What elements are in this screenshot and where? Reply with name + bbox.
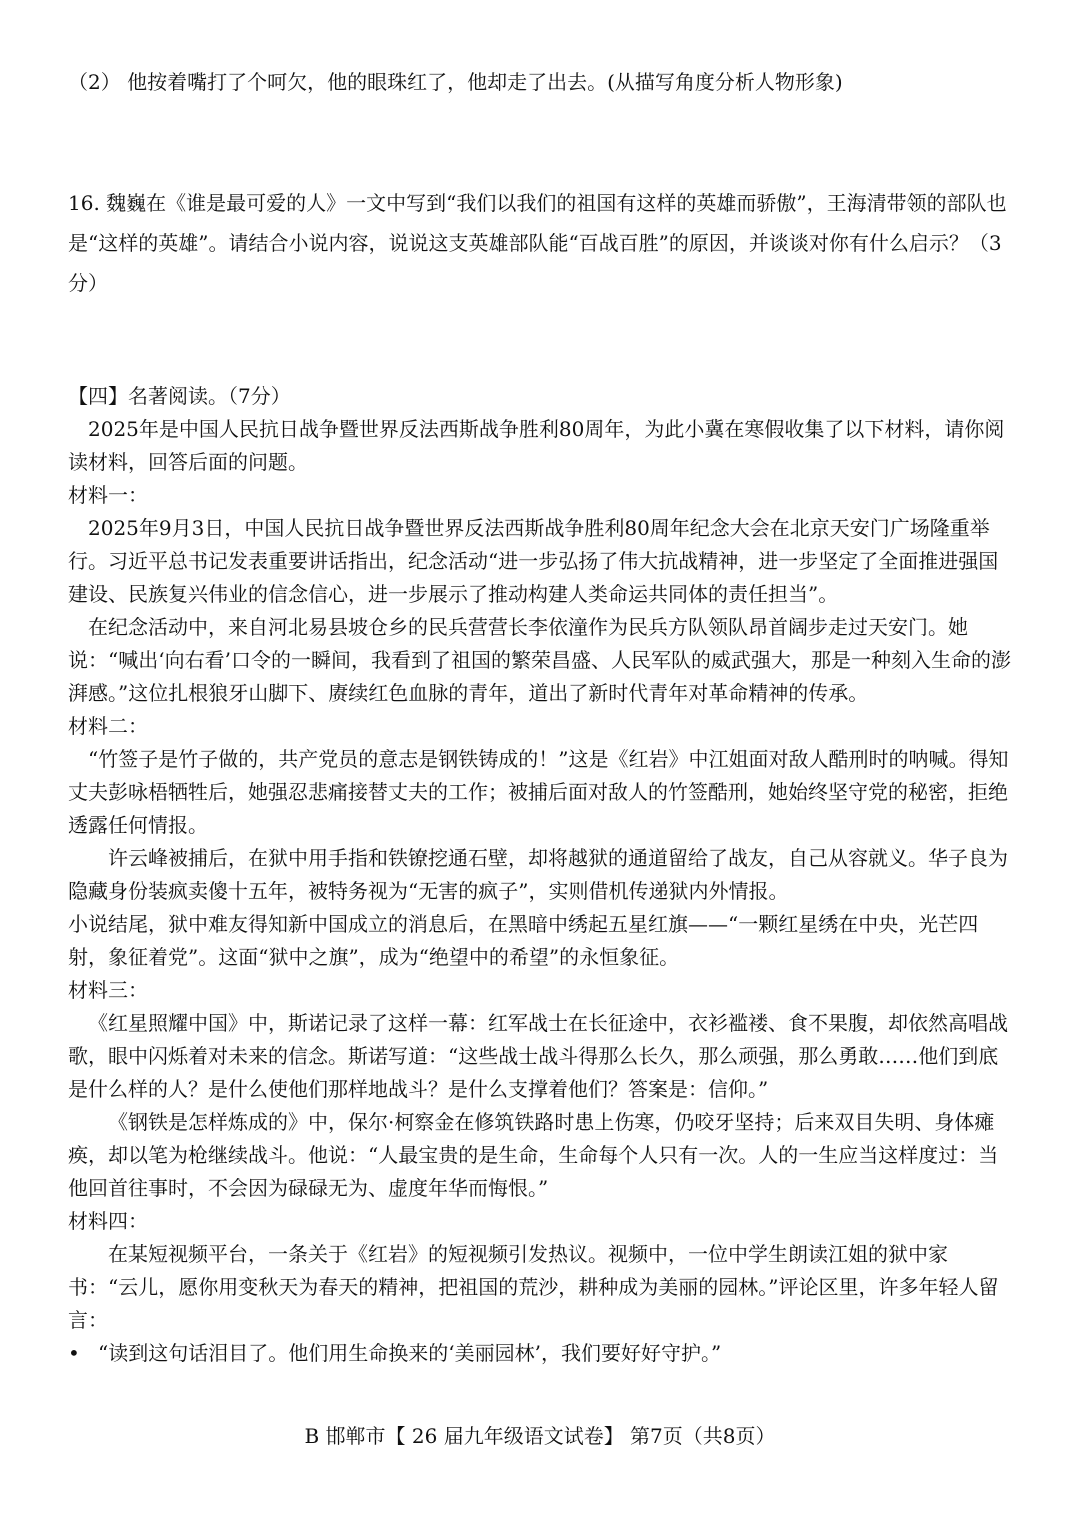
material-2-paragraph: 许云峰被捕后，在狱中用手指和铁镣挖通石壁，却将越狱的通道留给了战友，自己从容就义。华子良为隐藏身份装疯卖傻十五年，被特务视为“无害的疯子”，实则借机传递狱内外情报。 bbox=[68, 846, 1008, 903]
question-16 bbox=[68, 183, 1018, 303]
page-footer: B 邯郸市【 26 届九年级语文试卷】 第7页（共8页） bbox=[304, 1424, 776, 1448]
material-1-label: 材料一： bbox=[68, 483, 148, 507]
material-2-label: 材料二： bbox=[68, 714, 148, 738]
material-3-label: 材料三： bbox=[68, 978, 148, 1002]
material-3-paragraph: 《钢铁是怎样炼成的》中，保尔·柯察金在修筑铁路时患上伤寒，仍咬牙坚持；后来双目失明、身体瘫痪，却以笔为枪继续战斗。他说：“人最宝贵的是生命，生命每个人只有一次。人的一生应当这样度过：当他回首往事时，不会因为碌碌无为、虚度年华而悔恨。” bbox=[68, 1110, 999, 1200]
question-15-2-text: （2） 他按着嘴打了个呵欠，他的眼珠红了，他却走了出去。(从描写角度分析人物形象) bbox=[68, 70, 843, 94]
question-15-2 bbox=[68, 62, 1018, 102]
material-1-paragraph: 在纪念活动中，来自河北易县坡仓乡的民兵营营长李依潼作为民兵方队领队昂首阔步走过天安门。她说：“喊出‘向右看’口令的一瞬间，我看到了祖国的繁荣昌盛、人民军队的威武强大，那是一种刻入生命的澎湃感。”这位扎根狼牙山脚下、赓续红色血脉的青年，道出了新时代青年对革命精神的传承。 bbox=[68, 615, 1011, 705]
section-4-heading: 【四】名著阅读。（7分） bbox=[68, 384, 291, 408]
bullet-icon: • bbox=[68, 1341, 80, 1365]
material-4-label: 材料四： bbox=[68, 1209, 148, 1233]
material-3-paragraph: 《红星照耀中国》中，斯诺记录了这样一幕：红军战士在长征途中，衣衫褴褛、食不果腹，却依然高唱战歌，眼中闪烁着对未来的信念。斯诺写道：“这些战士战斗得那么长久，那么顽强，那么勇敢……他们到底是什么样的人？是什么使他们那样地战斗？是什么支撑着他们？答案是：信仰。” bbox=[68, 1011, 1008, 1101]
comment-text: “读到这句话泪目了。他们用生命换来的‘美丽园林’，我们要好好守护。” bbox=[98, 1341, 722, 1365]
question-16-text: 16. 魏巍在《谁是最可爱的人》一文中写到“我们以我们的祖国有这样的英雄而骄傲”，王海清带领的部队也是“这样的英雄”。请结合小说内容，说说这支英雄部队能“百战百胜”的原因，并谈谈对你有什么启示？（3分） bbox=[68, 191, 1007, 295]
section-4 bbox=[68, 380, 1018, 1370]
comment-item bbox=[68, 1337, 1018, 1370]
material-4-paragraph: 在某短视频平台，一条关于《红岩》的短视频引发热议。视频中，一位中学生朗读江姐的狱中家书：“云儿，愿你用变秋天为春天的精神，把祖国的荒沙，耕种成为美丽的园林。”评论区里，许多年轻人留言： bbox=[68, 1242, 999, 1332]
material-2-paragraph: “竹签子是竹子做的，共产党员的意志是钢铁铸成的！”这是《红岩》中江姐面对敌人酷刑时的呐喊。得知丈夫彭咏梧牺牲后，她强忍悲痛接替丈夫的工作；被捕后面对敌人的竹签酷刑，她始终坚守党的秘密，拒绝透露任何情报。 bbox=[68, 747, 1009, 837]
section-4-intro: 2025年是中国人民抗日战争暨世界反法西斯战争胜利80周年，为此小冀在寒假收集了以下材料，请你阅读材料，回答后面的问题。 bbox=[68, 417, 1005, 474]
material-2-paragraph: 小说结尾，狱中难友得知新中国成立的消息后，在黑暗中绣起五星红旗——“一颗红星绣在中央，光芒四射，象征着党”。这面“狱中之旗”，成为“绝望中的希望”的永恒象征。 bbox=[68, 912, 979, 969]
material-1-paragraph: 2025年9月3日，中国人民抗日战争暨世界反法西斯战争胜利80周年纪念大会在北京天安门广场隆重举行。习近平总书记发表重要讲话指出，纪念活动“进一步弘扬了伟大抗战精神，进一步坚定了全面推进强国建设、民族复兴伟业的信念信心，进一步展示了推动构建人类命运共同体的责任担当”。 bbox=[68, 516, 999, 606]
